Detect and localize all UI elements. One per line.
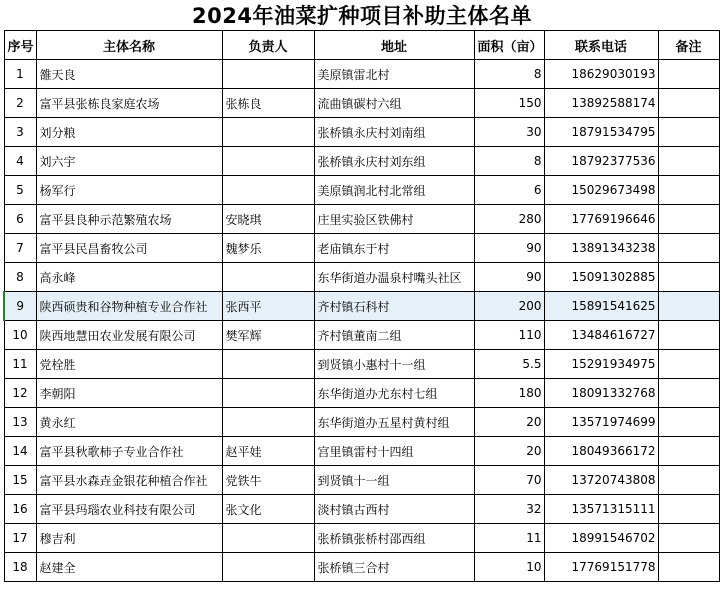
cell-index[interactable]: 4 bbox=[4, 147, 36, 176]
table-row[interactable] bbox=[4, 437, 719, 466]
cell-phone[interactable]: 18091332768 bbox=[544, 379, 658, 408]
cell-phone[interactable]: 13891343238 bbox=[544, 234, 658, 263]
header-phone: 联系电话 bbox=[544, 31, 658, 60]
header-index: 序号 bbox=[4, 31, 36, 60]
cell-area[interactable]: 8 bbox=[474, 60, 544, 89]
cell-note[interactable] bbox=[658, 89, 719, 118]
cell-index[interactable]: 11 bbox=[4, 350, 36, 379]
cell-phone[interactable]: 15029673498 bbox=[544, 176, 658, 205]
cell-person[interactable]: 党铁牛 bbox=[222, 466, 314, 495]
cell-index[interactable]: 13 bbox=[4, 408, 36, 437]
cell-entity-name[interactable]: 高永峰 bbox=[36, 263, 222, 292]
header-area: 面积（亩） bbox=[474, 31, 544, 60]
cell-person[interactable]: 赵平娃 bbox=[222, 437, 314, 466]
table-row[interactable] bbox=[4, 118, 719, 147]
cell-person[interactable] bbox=[222, 408, 314, 437]
table-row[interactable] bbox=[4, 321, 719, 350]
cell-area[interactable]: 90 bbox=[474, 234, 544, 263]
table-header-row bbox=[4, 31, 719, 60]
cell-note[interactable] bbox=[658, 321, 719, 350]
cell-address[interactable]: 淡村镇古西村 bbox=[314, 495, 474, 524]
cell-index[interactable]: 3 bbox=[4, 118, 36, 147]
cell-index[interactable]: 9 bbox=[4, 292, 36, 321]
cell-address[interactable]: 东华街道办温泉村嘴头社区 bbox=[314, 263, 474, 292]
cell-person[interactable] bbox=[222, 176, 314, 205]
cell-person[interactable]: 樊军辉 bbox=[222, 321, 314, 350]
cell-entity-name[interactable]: 富平县玛瑙农业科技有限公司 bbox=[36, 495, 222, 524]
cell-entity-name[interactable]: 富平县民昌畜牧公司 bbox=[36, 234, 222, 263]
cell-note[interactable] bbox=[658, 379, 719, 408]
cell-entity-name[interactable]: 富平县秋歌柿子专业合作社 bbox=[36, 437, 222, 466]
cell-note[interactable] bbox=[658, 437, 719, 466]
cell-area[interactable]: 180 bbox=[474, 379, 544, 408]
header-note: 备注 bbox=[658, 31, 719, 60]
cell-area[interactable]: 11 bbox=[474, 524, 544, 553]
cell-index[interactable]: 14 bbox=[4, 437, 36, 466]
cell-index[interactable]: 17 bbox=[4, 524, 36, 553]
cell-person[interactable] bbox=[222, 147, 314, 176]
cell-entity-name[interactable]: 杨军行 bbox=[36, 176, 222, 205]
cell-address[interactable]: 庄里实验区铁佛村 bbox=[314, 205, 474, 234]
cell-address[interactable]: 张桥镇永庆村刘东组 bbox=[314, 147, 474, 176]
cell-address[interactable]: 齐村镇石科村 bbox=[314, 292, 474, 321]
cell-entity-name[interactable]: 黄永红 bbox=[36, 408, 222, 437]
cell-index[interactable]: 15 bbox=[4, 466, 36, 495]
cell-phone[interactable]: 13484616727 bbox=[544, 321, 658, 350]
cell-entity-name[interactable]: 富平县张栋良家庭农场 bbox=[36, 89, 222, 118]
cell-entity-name[interactable]: 穆吉利 bbox=[36, 524, 222, 553]
cell-index[interactable]: 6 bbox=[4, 205, 36, 234]
cell-area[interactable]: 200 bbox=[474, 292, 544, 321]
table-row[interactable] bbox=[4, 205, 719, 234]
header-person: 负责人 bbox=[222, 31, 314, 60]
cell-person[interactable] bbox=[222, 60, 314, 89]
cell-note[interactable] bbox=[658, 466, 719, 495]
cell-address[interactable]: 到贤镇小惠村十一组 bbox=[314, 350, 474, 379]
cell-person[interactable] bbox=[222, 553, 314, 582]
cell-area[interactable]: 6 bbox=[474, 176, 544, 205]
table-row[interactable] bbox=[4, 147, 719, 176]
cell-phone[interactable]: 15291934975 bbox=[544, 350, 658, 379]
cell-area[interactable]: 5.5 bbox=[474, 350, 544, 379]
cell-area[interactable]: 20 bbox=[474, 408, 544, 437]
cell-person[interactable] bbox=[222, 263, 314, 292]
cell-person[interactable]: 张西平 bbox=[222, 292, 314, 321]
cell-entity-name[interactable]: 刘分粮 bbox=[36, 118, 222, 147]
cell-area[interactable]: 30 bbox=[474, 118, 544, 147]
cell-entity-name[interactable]: 党栓胜 bbox=[36, 350, 222, 379]
cell-note[interactable] bbox=[658, 234, 719, 263]
cell-phone[interactable]: 18991546702 bbox=[544, 524, 658, 553]
cell-note[interactable] bbox=[658, 524, 719, 553]
cell-address[interactable]: 东华街道办五星村黄村组 bbox=[314, 408, 474, 437]
table-row[interactable] bbox=[4, 89, 719, 118]
table-row[interactable] bbox=[4, 176, 719, 205]
table-body bbox=[4, 60, 719, 582]
cell-entity-name[interactable]: 赵建全 bbox=[36, 553, 222, 582]
cell-area[interactable]: 10 bbox=[474, 553, 544, 582]
cell-entity-name[interactable]: 陕西硕贵和谷物种植专业合作社 bbox=[36, 292, 222, 321]
cell-phone[interactable]: 13720743808 bbox=[544, 466, 658, 495]
cell-area[interactable]: 280 bbox=[474, 205, 544, 234]
cell-address[interactable]: 张桥镇永庆村刘南组 bbox=[314, 118, 474, 147]
table-row[interactable] bbox=[4, 495, 719, 524]
cell-phone[interactable]: 18049366172 bbox=[544, 437, 658, 466]
cell-note[interactable] bbox=[658, 176, 719, 205]
cell-index[interactable]: 18 bbox=[4, 553, 36, 582]
cell-entity-name[interactable]: 雒天良 bbox=[36, 60, 222, 89]
cell-note[interactable] bbox=[658, 553, 719, 582]
table-row[interactable] bbox=[4, 466, 719, 495]
cell-phone[interactable]: 13571315111 bbox=[544, 495, 658, 524]
cell-area[interactable]: 70 bbox=[474, 466, 544, 495]
cell-note[interactable] bbox=[658, 263, 719, 292]
cell-note[interactable] bbox=[658, 205, 719, 234]
cell-note[interactable] bbox=[658, 60, 719, 89]
table-row[interactable] bbox=[4, 292, 719, 321]
cell-phone[interactable]: 13571974699 bbox=[544, 408, 658, 437]
table-row[interactable] bbox=[4, 350, 719, 379]
document-title: 2024年油菜扩种项目补助主体名单 bbox=[192, 4, 532, 28]
cell-index[interactable]: 10 bbox=[4, 321, 36, 350]
cell-area[interactable]: 20 bbox=[474, 437, 544, 466]
cell-phone[interactable]: 13892588174 bbox=[544, 89, 658, 118]
cell-address[interactable]: 流曲镇碳村六组 bbox=[314, 89, 474, 118]
cell-address[interactable]: 张桥镇三合村 bbox=[314, 553, 474, 582]
cell-note[interactable] bbox=[658, 408, 719, 437]
table-row[interactable] bbox=[4, 379, 719, 408]
cell-person[interactable]: 魏梦乐 bbox=[222, 234, 314, 263]
cell-entity-name[interactable]: 刘六宇 bbox=[36, 147, 222, 176]
table-row[interactable] bbox=[4, 234, 719, 263]
cell-phone[interactable]: 18792377536 bbox=[544, 147, 658, 176]
cell-entity-name[interactable]: 李朝阳 bbox=[36, 379, 222, 408]
cell-phone[interactable]: 18791534795 bbox=[544, 118, 658, 147]
table-row[interactable] bbox=[4, 408, 719, 437]
cell-address[interactable]: 东华街道办尤东村七组 bbox=[314, 379, 474, 408]
cell-area[interactable]: 32 bbox=[474, 495, 544, 524]
cell-note[interactable] bbox=[658, 350, 719, 379]
cell-index[interactable]: 8 bbox=[4, 263, 36, 292]
cell-person[interactable] bbox=[222, 379, 314, 408]
header-entity-name: 主体名称 bbox=[36, 31, 222, 60]
cell-phone[interactable]: 18629030193 bbox=[544, 60, 658, 89]
cell-index[interactable]: 7 bbox=[4, 234, 36, 263]
cell-address[interactable]: 齐村镇董南二组 bbox=[314, 321, 474, 350]
cell-note[interactable] bbox=[658, 495, 719, 524]
cell-address[interactable]: 到贤镇十一组 bbox=[314, 466, 474, 495]
header-address: 地址 bbox=[314, 31, 474, 60]
table-row[interactable] bbox=[4, 553, 719, 582]
subsidy-table bbox=[3, 30, 720, 582]
cell-index[interactable]: 5 bbox=[4, 176, 36, 205]
cell-person[interactable] bbox=[222, 524, 314, 553]
cell-entity-name[interactable]: 富平县水森垚金银花种植合作社 bbox=[36, 466, 222, 495]
cell-address[interactable]: 宫里镇雷村十四组 bbox=[314, 437, 474, 466]
table-row[interactable] bbox=[4, 60, 719, 89]
cell-note[interactable] bbox=[658, 292, 719, 321]
cell-address[interactable]: 张桥镇张桥村邵西组 bbox=[314, 524, 474, 553]
cell-entity-name[interactable]: 富平县良种示范繁殖农场 bbox=[36, 205, 222, 234]
cell-person[interactable]: 张栋良 bbox=[222, 89, 314, 118]
cell-index[interactable]: 2 bbox=[4, 89, 36, 118]
cell-person[interactable]: 张文化 bbox=[222, 495, 314, 524]
cell-person[interactable]: 安晓琪 bbox=[222, 205, 314, 234]
cell-phone[interactable]: 17769151778 bbox=[544, 553, 658, 582]
cell-phone[interactable]: 15091302885 bbox=[544, 263, 658, 292]
cell-area[interactable]: 8 bbox=[474, 147, 544, 176]
cell-note[interactable] bbox=[658, 118, 719, 147]
cell-phone[interactable]: 15891541625 bbox=[544, 292, 658, 321]
cell-person[interactable] bbox=[222, 350, 314, 379]
table-row[interactable] bbox=[4, 524, 719, 553]
cell-area[interactable]: 150 bbox=[474, 89, 544, 118]
cell-index[interactable]: 12 bbox=[4, 379, 36, 408]
cell-note[interactable] bbox=[658, 147, 719, 176]
cell-address[interactable]: 老庙镇东于村 bbox=[314, 234, 474, 263]
cell-entity-name[interactable]: 陕西地慧田农业发展有限公司 bbox=[36, 321, 222, 350]
cell-phone[interactable]: 17769196646 bbox=[544, 205, 658, 234]
cell-index[interactable]: 16 bbox=[4, 495, 36, 524]
cell-area[interactable]: 110 bbox=[474, 321, 544, 350]
cell-area[interactable]: 90 bbox=[474, 263, 544, 292]
table-row[interactable] bbox=[4, 263, 719, 292]
cell-person[interactable] bbox=[222, 118, 314, 147]
cell-index[interactable]: 1 bbox=[4, 60, 36, 89]
cell-address[interactable]: 美原镇雷北村 bbox=[314, 60, 474, 89]
cell-address[interactable]: 美原镇润北村北常组 bbox=[314, 176, 474, 205]
